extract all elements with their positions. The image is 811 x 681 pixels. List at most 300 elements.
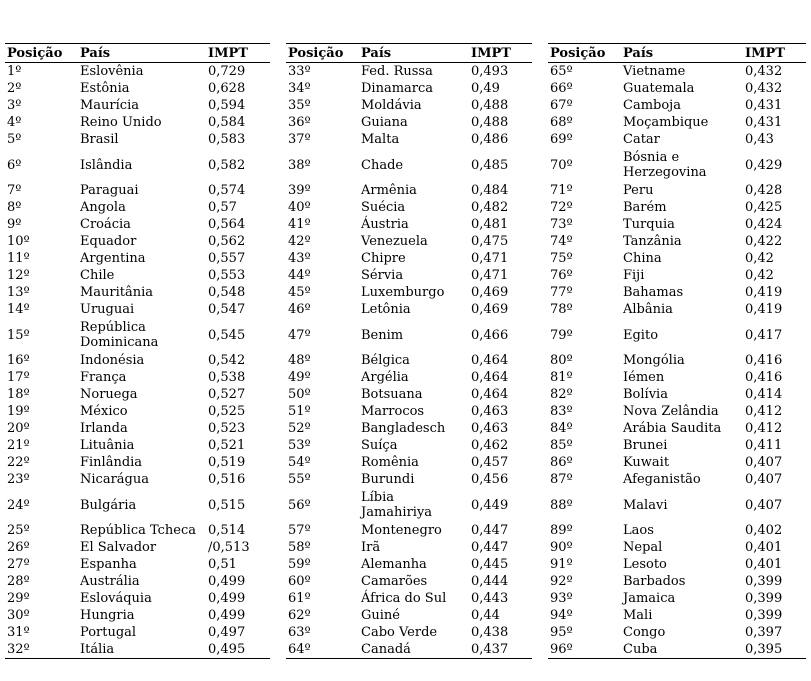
cell-pais: Suíça	[361, 438, 398, 453]
cell-pais: Luxemburgo	[361, 285, 445, 300]
cell-pais: Portugal	[80, 625, 137, 640]
cell-posicao: 81º	[550, 370, 573, 385]
table-row	[5, 539, 270, 556]
cell-pais: Áustria	[361, 217, 409, 232]
table-row	[5, 182, 270, 199]
cell-posicao: 78º	[550, 302, 573, 317]
cell-pais: República Tcheca	[80, 523, 197, 538]
cell-pais: Croácia	[80, 217, 131, 232]
table-row	[548, 318, 806, 352]
table-row	[5, 148, 270, 182]
table-row	[548, 148, 806, 182]
cell-pais: China	[623, 251, 662, 266]
table-row	[5, 437, 270, 454]
table-row	[286, 267, 532, 284]
cell-posicao: 2º	[7, 81, 22, 96]
cell-posicao: 35º	[288, 98, 311, 113]
table-row	[286, 301, 532, 318]
table-row	[548, 199, 806, 216]
cell-posicao: 4º	[7, 115, 22, 130]
cell-posicao: 42º	[288, 234, 311, 249]
cell-pais: Mauritânia	[80, 285, 154, 300]
cell-pais: Arábia Saudita	[623, 421, 722, 436]
cell-pais: Chade	[361, 157, 404, 173]
cell-impt: 0,475	[471, 234, 509, 249]
header-pais: País	[359, 44, 469, 63]
table-row	[548, 250, 806, 267]
cell-impt: 0,411	[745, 438, 783, 453]
cell-impt: 0,407	[745, 497, 783, 513]
table-row	[286, 437, 532, 454]
cell-pais: Barbados	[623, 574, 686, 589]
table-row	[286, 607, 532, 624]
cell-impt: 0,412	[745, 404, 783, 419]
cell-impt: 0,419	[745, 285, 783, 300]
cell-pais: Estônia	[80, 81, 130, 96]
table-row	[5, 556, 270, 573]
cell-pais: Malavi	[623, 497, 668, 513]
cell-pais: Benim	[361, 327, 404, 343]
cell-posicao: 77º	[550, 285, 573, 300]
cell-posicao: 45º	[288, 285, 311, 300]
cell-pais: Nova Zelândia	[623, 404, 719, 419]
table-row	[5, 199, 270, 216]
table-row	[286, 80, 532, 97]
cell-impt: 0,431	[745, 115, 783, 130]
table-row	[286, 97, 532, 114]
cell-impt: 0,401	[745, 557, 783, 572]
cell-posicao: 80º	[550, 353, 573, 368]
cell-posicao: 75º	[550, 251, 573, 266]
table-row	[5, 420, 270, 437]
table-row	[286, 199, 532, 216]
cell-impt: 0,464	[471, 370, 509, 385]
cell-posicao: 22º	[7, 455, 30, 470]
cell-posicao: 92º	[550, 574, 573, 589]
cell-pais: Líbia Jamahiriya	[361, 490, 433, 520]
cell-pais: Fed. Russa	[361, 64, 433, 79]
cell-impt: 0,416	[745, 370, 783, 385]
table-row	[286, 420, 532, 437]
cell-impt: 0,464	[471, 387, 509, 402]
cell-pais: Marrocos	[361, 404, 425, 419]
cell-pais: Bahamas	[623, 285, 684, 300]
cell-impt: 0,416	[745, 353, 783, 368]
cell-pais: Romênia	[361, 455, 419, 470]
cell-posicao: 79º	[550, 327, 573, 343]
table-row	[5, 250, 270, 267]
cell-posicao: 53º	[288, 438, 311, 453]
header-pais: País	[78, 44, 206, 63]
table-row	[548, 522, 806, 539]
cell-posicao: 43º	[288, 251, 311, 266]
table-row	[286, 624, 532, 641]
cell-posicao: 8º	[7, 200, 22, 215]
table-row	[286, 369, 532, 386]
cell-impt: 0,527	[208, 387, 246, 402]
cell-posicao: 71º	[550, 183, 573, 198]
cell-posicao: 56º	[288, 497, 311, 513]
cell-posicao: 13º	[7, 285, 30, 300]
table-row	[5, 131, 270, 148]
cell-posicao: 37º	[288, 132, 311, 147]
cell-impt: 0,438	[471, 625, 509, 640]
cell-posicao: 62º	[288, 608, 311, 623]
cell-impt: 0,469	[471, 285, 509, 300]
cell-pais: Peru	[623, 183, 654, 198]
table-row	[286, 284, 532, 301]
cell-posicao: 73º	[550, 217, 573, 232]
table-row	[5, 216, 270, 233]
header-impt: IMPT	[206, 44, 270, 63]
cell-pais: Eslováquia	[80, 591, 152, 606]
cell-impt: 0,51	[208, 557, 237, 572]
table-row	[286, 522, 532, 539]
cell-pais: Argélia	[361, 370, 409, 385]
cell-posicao: 44º	[288, 268, 311, 283]
cell-pais: Congo	[623, 625, 666, 640]
cell-impt: 0,548	[208, 285, 246, 300]
cell-impt: /0,513	[208, 540, 250, 555]
cell-posicao: 69º	[550, 132, 573, 147]
cell-impt: 0,525	[208, 404, 246, 419]
cell-pais: Indonésia	[80, 353, 145, 368]
cell-impt: 0,545	[208, 327, 246, 343]
cell-posicao: 18º	[7, 387, 30, 402]
table-row	[548, 386, 806, 403]
table-row	[548, 573, 806, 590]
table-row	[5, 522, 270, 539]
cell-posicao: 23º	[7, 472, 30, 487]
table-row	[548, 471, 806, 488]
cell-posicao: 30º	[7, 608, 30, 623]
cell-pais: Paraguai	[80, 183, 139, 198]
table-row	[548, 488, 806, 522]
cell-pais: Camarões	[361, 574, 428, 589]
cell-impt: 0,499	[208, 608, 246, 623]
header-row	[548, 44, 806, 63]
table-row	[286, 386, 532, 403]
cell-posicao: 33º	[288, 64, 311, 79]
cell-impt: 0,431	[745, 98, 783, 113]
table-row	[548, 641, 806, 659]
cell-impt: 0,419	[745, 302, 783, 317]
header-posicao: Posição	[5, 44, 78, 63]
cell-pais: Moçambique	[623, 115, 709, 130]
cell-impt: 0,519	[208, 455, 246, 470]
cell-posicao: 90º	[550, 540, 573, 555]
cell-pais: Islândia	[80, 157, 133, 173]
cell-posicao: 34º	[288, 81, 311, 96]
table-row	[286, 539, 532, 556]
cell-pais: Cabo Verde	[361, 625, 438, 640]
cell-impt: 0,485	[471, 157, 509, 173]
table-row	[548, 539, 806, 556]
cell-impt: 0,471	[471, 251, 509, 266]
cell-impt: 0,521	[208, 438, 246, 453]
table-row	[286, 403, 532, 420]
cell-posicao: 64º	[288, 642, 311, 657]
table-row	[5, 318, 270, 352]
cell-posicao: 19º	[7, 404, 30, 419]
header-posicao: Posição	[548, 44, 621, 63]
cell-impt: 0,447	[471, 540, 509, 555]
table-row	[5, 607, 270, 624]
cell-posicao: 89º	[550, 523, 573, 538]
cell-impt: 0,486	[471, 132, 509, 147]
cell-posicao: 70º	[550, 157, 573, 173]
cell-posicao: 27º	[7, 557, 30, 572]
table-row	[286, 131, 532, 148]
cell-pais: Alemanha	[361, 557, 427, 572]
table-row	[286, 471, 532, 488]
cell-posicao: 65º	[550, 64, 573, 79]
cell-posicao: 74º	[550, 234, 573, 249]
cell-impt: 0,399	[745, 591, 783, 606]
cell-pais: Iémen	[623, 370, 665, 385]
cell-posicao: 29º	[7, 591, 30, 606]
table-row	[548, 590, 806, 607]
cell-posicao: 59º	[288, 557, 311, 572]
cell-posicao: 63º	[288, 625, 311, 640]
cell-impt: 0,407	[745, 472, 783, 487]
cell-impt: 0,456	[471, 472, 509, 487]
cell-impt: 0,412	[745, 421, 783, 436]
cell-impt: 0,488	[471, 98, 509, 113]
table-row	[548, 420, 806, 437]
table-row	[5, 63, 270, 81]
cell-posicao: 20º	[7, 421, 30, 436]
cell-impt: 0,429	[745, 157, 783, 173]
cell-posicao: 83º	[550, 404, 573, 419]
cell-impt: 0,42	[745, 251, 774, 266]
cell-posicao: 26º	[7, 540, 30, 555]
table-row	[548, 63, 806, 81]
cell-posicao: 40º	[288, 200, 311, 215]
cell-impt: 0,481	[471, 217, 509, 232]
cell-impt: 0,594	[208, 98, 246, 113]
cell-impt: 0,488	[471, 115, 509, 130]
header-posicao: Posição	[286, 44, 359, 63]
table-row	[286, 454, 532, 471]
cell-posicao: 7º	[7, 183, 22, 198]
cell-pais: Moldávia	[361, 98, 422, 113]
cell-pais: Afeganistão	[623, 472, 701, 487]
cell-posicao: 14º	[7, 302, 30, 317]
table-row	[5, 641, 270, 659]
cell-impt: 0,538	[208, 370, 246, 385]
cell-impt: 0,402	[745, 523, 783, 538]
cell-posicao: 55º	[288, 472, 311, 487]
header-row	[5, 44, 270, 63]
cell-impt: 0,464	[471, 353, 509, 368]
table-row	[5, 233, 270, 250]
cell-posicao: 1º	[7, 64, 22, 79]
cell-pais: Lesoto	[623, 557, 667, 572]
cell-pais: Brasil	[80, 132, 119, 147]
cell-pais: Jamaica	[623, 591, 676, 606]
cell-impt: 0,463	[471, 421, 509, 436]
table-row	[286, 114, 532, 131]
ranking-table-2	[286, 43, 532, 659]
table-row	[548, 267, 806, 284]
cell-pais: Lituânia	[80, 438, 135, 453]
cell-pais: Uruguai	[80, 302, 135, 317]
table-row	[5, 114, 270, 131]
cell-pais: Armênia	[361, 183, 417, 198]
cell-impt: 0,395	[745, 642, 783, 657]
cell-posicao: 67º	[550, 98, 573, 113]
cell-posicao: 66º	[550, 81, 573, 96]
cell-pais: Guiné	[361, 608, 400, 623]
table-body	[548, 63, 806, 659]
cell-posicao: 28º	[7, 574, 30, 589]
cell-pais: Bangladesch	[361, 421, 446, 436]
cell-pais: Egito	[623, 327, 659, 343]
cell-impt: 0,422	[745, 234, 783, 249]
cell-posicao: 21º	[7, 438, 30, 453]
cell-posicao: 51º	[288, 404, 311, 419]
cell-pais: Sérvia	[361, 268, 404, 283]
table-row	[286, 318, 532, 352]
cell-pais: Canadá	[361, 642, 411, 657]
cell-impt: 0,466	[471, 327, 509, 343]
cell-impt: 0,499	[208, 591, 246, 606]
table-body	[5, 63, 270, 659]
cell-pais: Fiji	[623, 268, 645, 283]
table-row	[286, 556, 532, 573]
cell-impt: 0,424	[745, 217, 783, 232]
table-row	[286, 182, 532, 199]
cell-impt: 0,432	[745, 64, 783, 79]
cell-posicao: 86º	[550, 455, 573, 470]
cell-impt: 0,414	[745, 387, 783, 402]
table-row	[5, 454, 270, 471]
cell-pais: Botsuana	[361, 387, 423, 402]
cell-pais: Tanzânia	[623, 234, 682, 249]
cell-posicao: 11º	[7, 251, 30, 266]
cell-impt: 0,457	[471, 455, 509, 470]
table-row	[5, 624, 270, 641]
cell-pais: Nepal	[623, 540, 663, 555]
header-row	[286, 44, 532, 63]
table-row	[286, 641, 532, 659]
cell-pais: Bósnia e Herzegovina	[623, 150, 707, 180]
ranking-table-1	[5, 43, 270, 659]
table-row	[286, 573, 532, 590]
cell-impt: 0,542	[208, 353, 246, 368]
cell-pais: Montenegro	[361, 523, 442, 538]
cell-pais: Bélgica	[361, 353, 410, 368]
cell-pais: Venezuela	[361, 234, 428, 249]
table-row	[286, 488, 532, 522]
cell-posicao: 88º	[550, 497, 573, 513]
cell-posicao: 5º	[7, 132, 22, 147]
cell-pais: Maurícia	[80, 98, 139, 113]
cell-impt: 0,584	[208, 115, 246, 130]
cell-impt: 0,628	[208, 81, 246, 96]
cell-posicao: 60º	[288, 574, 311, 589]
cell-impt: 0,484	[471, 183, 509, 198]
table-body	[286, 63, 532, 659]
table-row	[5, 386, 270, 403]
table-row	[548, 131, 806, 148]
cell-posicao: 72º	[550, 200, 573, 215]
cell-pais: Albânia	[623, 302, 673, 317]
cell-impt: 0,407	[745, 455, 783, 470]
cell-pais: Chile	[80, 268, 115, 283]
table-row	[5, 284, 270, 301]
cell-impt: 0,401	[745, 540, 783, 555]
table-row	[286, 233, 532, 250]
table-row	[548, 216, 806, 233]
cell-impt: 0,462	[471, 438, 509, 453]
cell-impt: 0,399	[745, 574, 783, 589]
cell-pais: Irã	[361, 540, 381, 555]
cell-posicao: 54º	[288, 455, 311, 470]
cell-pais: El Salvador	[80, 540, 157, 555]
cell-posicao: 58º	[288, 540, 311, 555]
table-row	[286, 148, 532, 182]
cell-posicao: 94º	[550, 608, 573, 623]
cell-posicao: 61º	[288, 591, 311, 606]
cell-posicao: 93º	[550, 591, 573, 606]
cell-posicao: 96º	[550, 642, 573, 657]
table-row	[548, 284, 806, 301]
cell-impt: 0,582	[208, 157, 246, 173]
cell-pais: Catar	[623, 132, 660, 147]
cell-pais: Brunei	[623, 438, 668, 453]
cell-impt: 0,399	[745, 608, 783, 623]
cell-pais: Chipre	[361, 251, 406, 266]
table-row	[548, 556, 806, 573]
cell-impt: 0,449	[471, 497, 509, 513]
cell-posicao: 32º	[7, 642, 30, 657]
table-row	[548, 352, 806, 369]
cell-posicao: 17º	[7, 370, 30, 385]
table-row	[286, 63, 532, 81]
cell-impt: 0,564	[208, 217, 246, 232]
cell-impt: 0,471	[471, 268, 509, 283]
cell-pais: Irlanda	[80, 421, 128, 436]
cell-pais: México	[80, 404, 128, 419]
table-row	[5, 573, 270, 590]
cell-pais: França	[80, 370, 127, 385]
cell-pais: Eslovênia	[80, 64, 144, 79]
cell-impt: 0,523	[208, 421, 246, 436]
table-row	[548, 607, 806, 624]
cell-pais: Argentina	[80, 251, 146, 266]
cell-posicao: 46º	[288, 302, 311, 317]
cell-impt: 0,49	[471, 81, 500, 96]
table-row	[5, 97, 270, 114]
cell-posicao: 6º	[7, 157, 22, 173]
cell-pais: Burundi	[361, 472, 415, 487]
table-row	[5, 80, 270, 97]
cell-posicao: 50º	[288, 387, 311, 402]
cell-impt: 0,443	[471, 591, 509, 606]
cell-posicao: 47º	[288, 327, 311, 343]
cell-posicao: 48º	[288, 353, 311, 368]
cell-posicao: 25º	[7, 523, 30, 538]
cell-impt: 0,495	[208, 642, 246, 657]
cell-pais: Reino Unido	[80, 115, 162, 130]
cell-posicao: 12º	[7, 268, 30, 283]
cell-impt: 0,432	[745, 81, 783, 96]
cell-pais: Bulgária	[80, 497, 137, 513]
cell-pais: Noruega	[80, 387, 138, 402]
cell-impt: 0,515	[208, 497, 246, 513]
